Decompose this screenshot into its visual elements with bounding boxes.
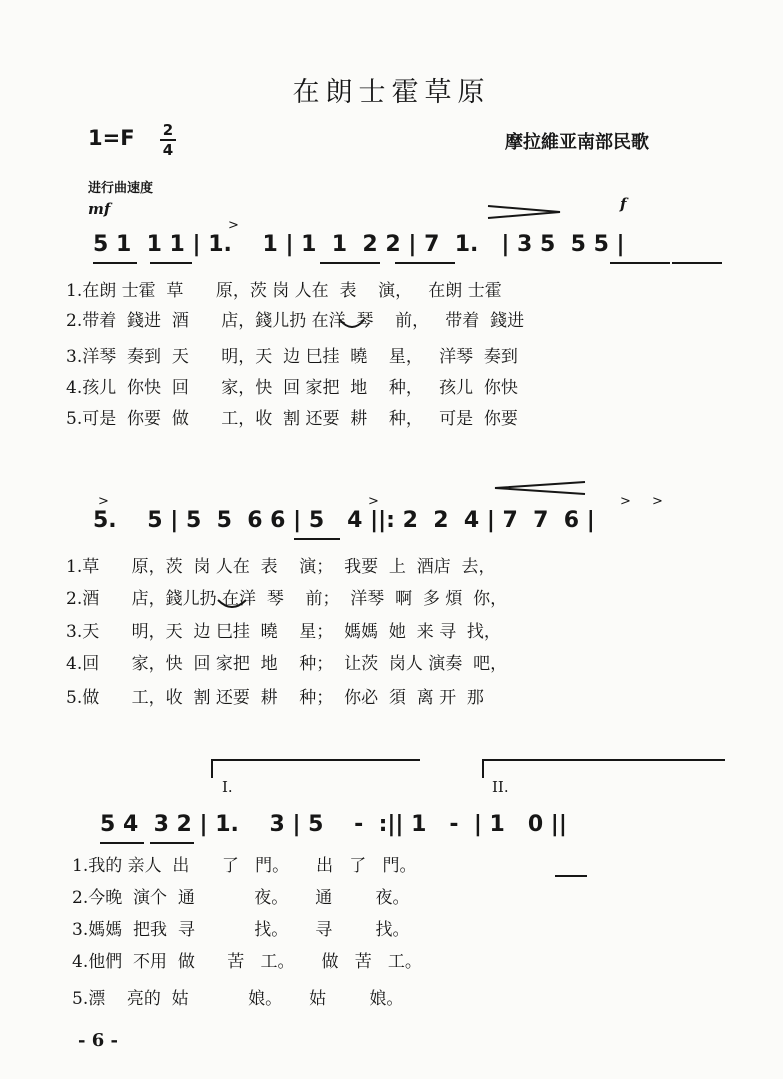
dynamic-f: f	[620, 195, 627, 213]
underline-mark	[555, 875, 587, 877]
volta-2-label: II.	[492, 778, 509, 796]
beam	[150, 842, 194, 844]
notes-system-1: 5 1 1 1 | 1. 1 | 1 1 2 2 | 7 1. | 3 5 5 5 |	[93, 232, 625, 257]
page-number: - 6 -	[78, 1030, 118, 1051]
beam	[395, 262, 455, 264]
key-signature: 1=F	[88, 126, 135, 150]
lyric-line: 4.孩儿 你快 回 家，快 回 家把 地 种， 孩儿 你快	[66, 378, 518, 398]
lyric-line: 1.我的 亲人 出 了 門。 出 了 門。	[72, 856, 417, 876]
lyric-line: 3.洋琴 奏到 天 明，天 边 巳挂 曉 星， 洋琴 奏到	[66, 347, 518, 367]
accent-mark: >	[228, 218, 239, 233]
volta-1-label: I.	[222, 778, 233, 796]
composer-credit: 摩拉維亚南部民歌	[505, 132, 649, 153]
lyric-line: 5.漂 亮的 姑 娘。 姑 娘。	[72, 989, 404, 1009]
beam	[320, 262, 380, 264]
page-title: 在朗士霍草原	[292, 77, 491, 108]
beam	[100, 842, 144, 844]
beam	[610, 262, 670, 264]
lyric-line: 4.回 家，快 回 家把 地 种； 让茨 岗人 演奏 吧，	[66, 654, 508, 674]
lyric-line: 5.做 工，收 割 还要 耕 种； 你必 須 离 开 那	[66, 688, 484, 708]
lyric-line: 2.带着 錢进 酒 店，錢儿扔 在洋 琴 前， 带着 錢进	[66, 311, 525, 331]
volta-bracket-2	[483, 760, 725, 778]
decrescendo-hairpin	[488, 206, 560, 218]
time-signature-top: 2	[162, 121, 174, 139]
accent-mark: >	[652, 494, 663, 509]
lyric-line: 5.可是 你要 做 工，收 割 还要 耕 种， 可是 你要	[66, 409, 518, 429]
notes-system-3: 5 4 3 2 | 1. 3 | 5 - :|| 1 - | 1 0 ||	[100, 812, 567, 837]
time-signature-bottom: 4	[162, 141, 174, 159]
lyric-line: 1.在朗 士霍 草 原，茨 岗 人在 表 演， 在朗 士霍	[66, 281, 502, 301]
lyric-line: 3.天 明，天 边 巳挂 曉 星； 媽媽 她 来 寻 找，	[66, 622, 501, 642]
accent-mark: >	[620, 494, 631, 509]
beam	[672, 262, 722, 264]
beam	[294, 538, 340, 540]
lyric-line: 2.今晚 演个 通 夜。 通 夜。	[72, 888, 410, 908]
volta-bracket-1	[212, 760, 420, 778]
lyric-line: 1.草 原，茨 岗 人在 表 演； 我要 上 酒店 去，	[66, 557, 496, 577]
crescendo-hairpin	[495, 482, 585, 494]
beam	[150, 262, 192, 264]
lyric-line: 2.酒 店，錢儿扔 在洋 琴 前； 洋琴 啊 多 煩 你，	[66, 589, 508, 609]
notes-system-2: 5. 5 | 5 5 6 6 | 5 4 ||: 2 2 4 | 7 7 6 |	[93, 508, 595, 533]
accent-mark: >	[368, 494, 379, 509]
dynamic-mf: mf	[88, 200, 111, 218]
tempo-marking: 进行曲速度	[88, 181, 154, 196]
lyric-line: 3.媽媽 把我 寻 找。 寻 找。	[72, 920, 410, 940]
accent-mark: >	[98, 494, 109, 509]
beam	[93, 262, 137, 264]
lyric-line: 4.他們 不用 做 苦 工。 做 苦 工。	[72, 952, 422, 972]
